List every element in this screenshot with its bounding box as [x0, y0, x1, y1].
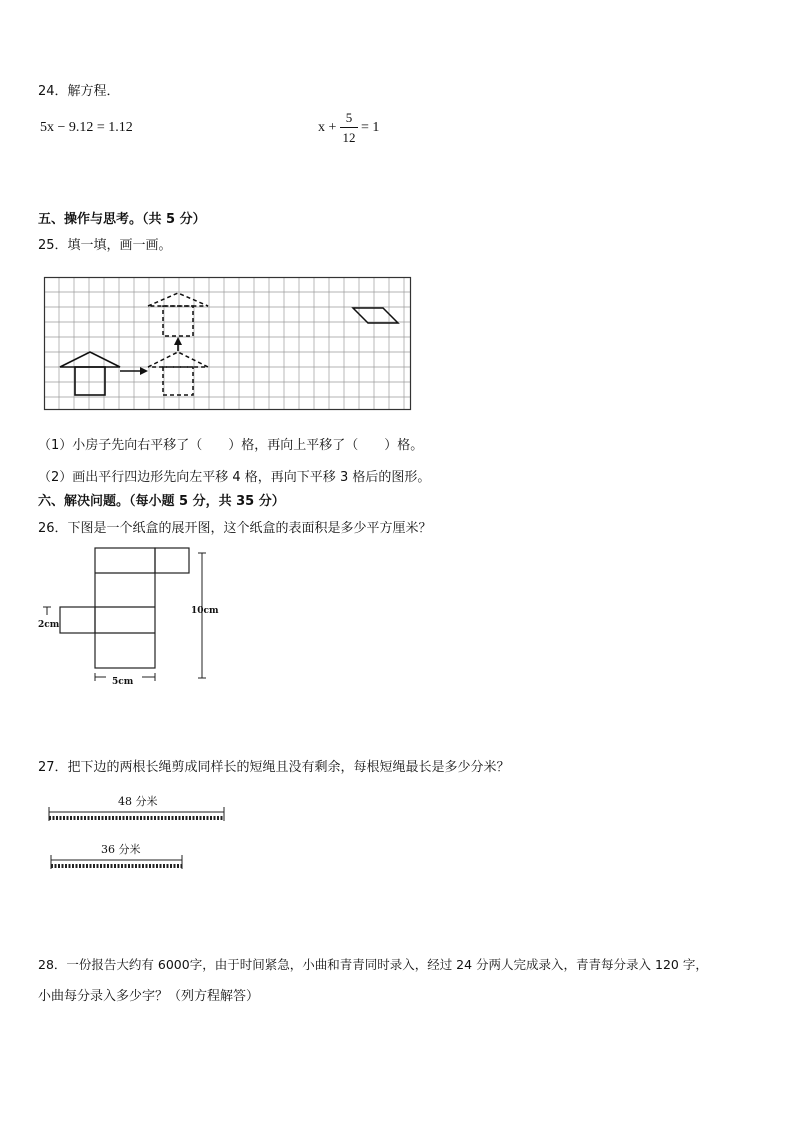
- q25-title: 25．填一填，画一画。: [38, 238, 172, 253]
- net-main-strip: [95, 548, 155, 668]
- grid-lines: [44, 277, 411, 410]
- rope-1-label: 48 分米: [118, 795, 158, 808]
- q27-title: 27．把下边的两根长绳剪成同样长的短绳且没有剩余，每根短绳最长是多少分米？: [38, 760, 510, 775]
- q26-title: 26．下图是一个纸盒的展开图，这个纸盒的表面积是多少平方厘米？: [38, 521, 432, 536]
- q24-title: 24．解方程．: [38, 84, 120, 99]
- depth-label: 2cm: [38, 620, 60, 630]
- q25-part1: （1）小房子先向右平移了（ ）格，再向上平移了（ ）格。: [38, 438, 424, 453]
- width-label: 5cm: [112, 677, 134, 687]
- original-house: [60, 352, 120, 395]
- equation-1: 5x − 9.12 = 1.12: [40, 120, 133, 135]
- equation-2-left: x +: [318, 120, 337, 135]
- translation-grid-figure: [44, 277, 412, 410]
- dashed-house-moved-up: [148, 293, 208, 336]
- rope-1: [48, 807, 228, 825]
- q25-part2: （2）画出平行四边形先向左平移 4 格，再向下平移 3 格后的图形。: [38, 470, 431, 485]
- depth-dimension: [43, 607, 51, 615]
- rope-2-label: 36 分米: [101, 843, 141, 856]
- q28-line2: 小曲每分录入多少字？（列方程解答）: [38, 989, 260, 1004]
- q28-line1: 28．一份报告大约有 6000字，由于时间紧急，小曲和青青同时录入，经过 24 分两人完成录入，青青每分录入 120 字，: [38, 957, 708, 972]
- net-top-flap: [155, 548, 189, 573]
- net-left-flap: [60, 607, 95, 633]
- section-5-heading: 五、操作与思考。（共 5 分）: [38, 212, 206, 227]
- rope-2: [50, 855, 186, 873]
- fraction-bar: [340, 127, 358, 128]
- grid-border: [45, 278, 411, 410]
- up-arrow: [174, 337, 182, 351]
- parallelogram: [353, 308, 398, 323]
- equation-2-numerator: 5: [345, 110, 353, 125]
- section-6-heading: 六、解决问题。（每小题 5 分，共 35 分）: [38, 494, 285, 509]
- dashed-house-moved-right: [148, 352, 208, 395]
- height-label: 10cm: [191, 606, 219, 616]
- equation-2-right: = 1: [361, 120, 380, 135]
- equation-2-denominator: 12: [342, 130, 356, 145]
